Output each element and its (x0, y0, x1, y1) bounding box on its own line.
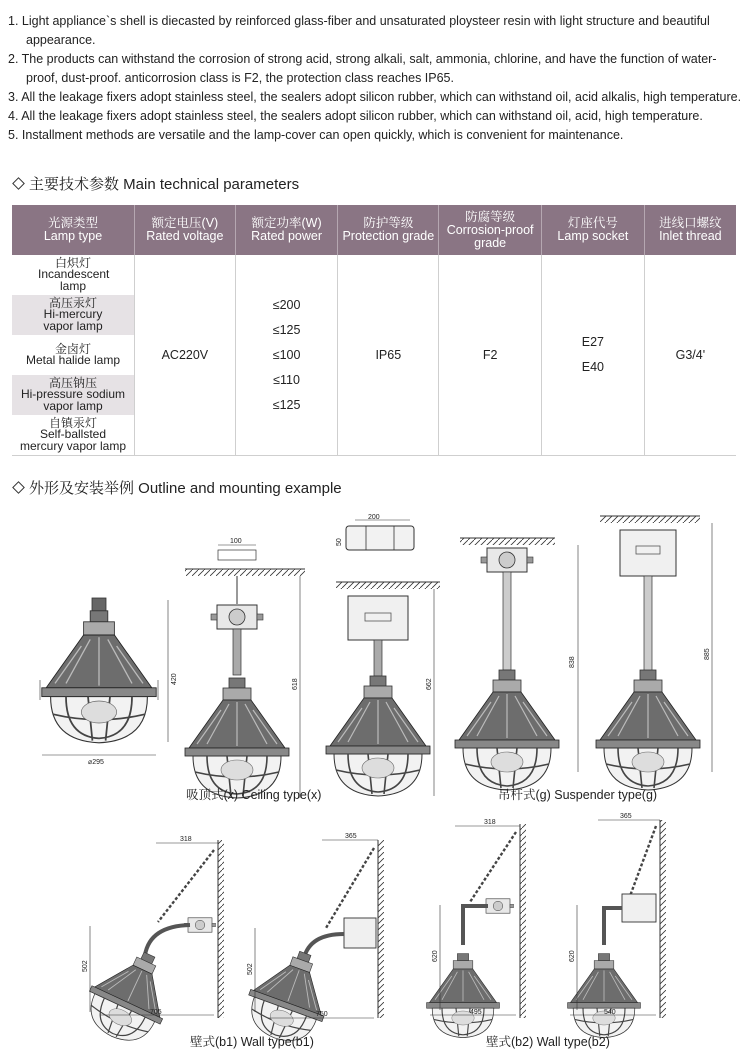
svg-text:705: 705 (150, 1009, 162, 1016)
svg-text:662: 662 (426, 678, 433, 690)
header-rated-voltage: 额定电压(V) Rated voltage (135, 205, 236, 255)
caption-suspender: 吊杆式(g) Suspender type(g) (498, 788, 658, 802)
protection-grade-value: IP65 (338, 255, 439, 456)
caption-wall-b2: 壁式(b2) Wall type(b2) (486, 1035, 610, 1049)
svg-text:618: 618 (292, 678, 299, 690)
lamp-drawing-wall-b1-large (238, 833, 384, 1051)
svg-text:365: 365 (345, 833, 357, 840)
lamp-type-item: 高压汞灯 Hi-mercury vapor lamp (12, 295, 134, 335)
svg-text:420: 420 (171, 673, 178, 685)
svg-text:838: 838 (569, 656, 576, 668)
lamp-type-item: 高压钠压 Hi-pressure sodium vapor lamp (12, 375, 134, 415)
corrosion-grade-value: F2 (439, 255, 542, 456)
rated-power-values: ≤200 ≤125 ≤100 ≤110 ≤125 (235, 255, 338, 456)
svg-text:⌀295: ⌀295 (88, 759, 104, 766)
svg-text:540: 540 (604, 1009, 616, 1016)
svg-text:502: 502 (247, 963, 254, 975)
svg-text:620: 620 (569, 950, 576, 962)
lamp-drawing-basic (40, 598, 178, 766)
svg-text:50: 50 (336, 538, 343, 546)
lamp-drawing-wall-b2 (427, 819, 526, 1038)
outline-section-title: 外形及安装举例 Outline and mounting example (14, 477, 342, 498)
header-inlet-thread: 进线口螺纹 Inlet thread (644, 205, 736, 255)
svg-text:318: 318 (484, 819, 496, 826)
header-lamp-socket: 灯座代号 Lamp socket (542, 205, 645, 255)
lamp-socket-values: E27 E40 (542, 255, 645, 456)
header-rated-power: 额定功率(W) Rated power (235, 205, 338, 255)
svg-text:502: 502 (82, 960, 89, 972)
inlet-thread-value: G3/4' (644, 255, 736, 456)
svg-text:885: 885 (704, 648, 711, 660)
lamp-type-item: 自镇汞灯 Self-ballsted mercury vapor lamp (19, 415, 127, 453)
lamp-drawing-ceiling-ballast (326, 514, 440, 796)
feature-item-5: 5. Installment methods are versatile and the lamp-cover can open quickly, which is convenient for maintenance. (8, 128, 624, 142)
lamp-drawing-wall-b1 (76, 836, 224, 1053)
svg-text:200: 200 (368, 514, 380, 521)
params-section-title: 主要技术参数 Main technical parameters (14, 173, 299, 194)
feature-item-2: 2. The products can withstand the corrosion of strong acid, strong alkali, salt, ammonia, chlorine, and have the function of water-proof, dust-proof. anticorrosion class is F2, the protection class reaches IP65. (8, 52, 717, 85)
lamp-drawing-suspender (455, 538, 578, 790)
lamp-drawing-ceiling (185, 538, 305, 798)
header-lamp-type: 光源类型 Lamp type (12, 205, 135, 255)
lamp-drawing-wall-b2-large (568, 813, 666, 1038)
caption-wall-b1: 壁式(b1) Wall type(b1) (190, 1035, 314, 1049)
svg-text:365: 365 (620, 813, 632, 820)
lamp-drawing-suspender-box (596, 516, 712, 790)
feature-item-1: 1. Light appliance`s shell is diecasted by reinforced glass-fiber and unsaturated ploysteer resin with light structure and beautiful appearance. (8, 14, 710, 47)
svg-text:750: 750 (316, 1011, 328, 1018)
svg-text:100: 100 (230, 538, 242, 545)
svg-text:620: 620 (432, 950, 439, 962)
svg-text:495: 495 (470, 1009, 482, 1016)
header-protection-grade: 防护等级 Protection grade (338, 205, 439, 255)
rated-voltage-value: AC220V (135, 255, 236, 456)
header-corrosion-grade: 防腐等级 Corrosion-proof grade (439, 205, 542, 255)
lamp-type-item: 白炽灯 Incandescent lamp (38, 255, 110, 293)
caption-ceiling: 吸顶式(x) Ceiling type(x) (186, 788, 322, 802)
feature-item-3: 3. All the leakage fixers adopt stainless steel, the sealers adopt silicon rubber, which can withstand oil, acid alkalis, high temperature. (8, 90, 742, 104)
lamp-type-item: 金卤灯 Metal halide lamp (25, 341, 121, 367)
feature-item-4: 4. All the leakage fixers adopt stainless steel, the sealers adopt silicon rubber, which can withstand oil, acid, high temperature. (8, 109, 703, 123)
svg-text:318: 318 (180, 836, 192, 843)
